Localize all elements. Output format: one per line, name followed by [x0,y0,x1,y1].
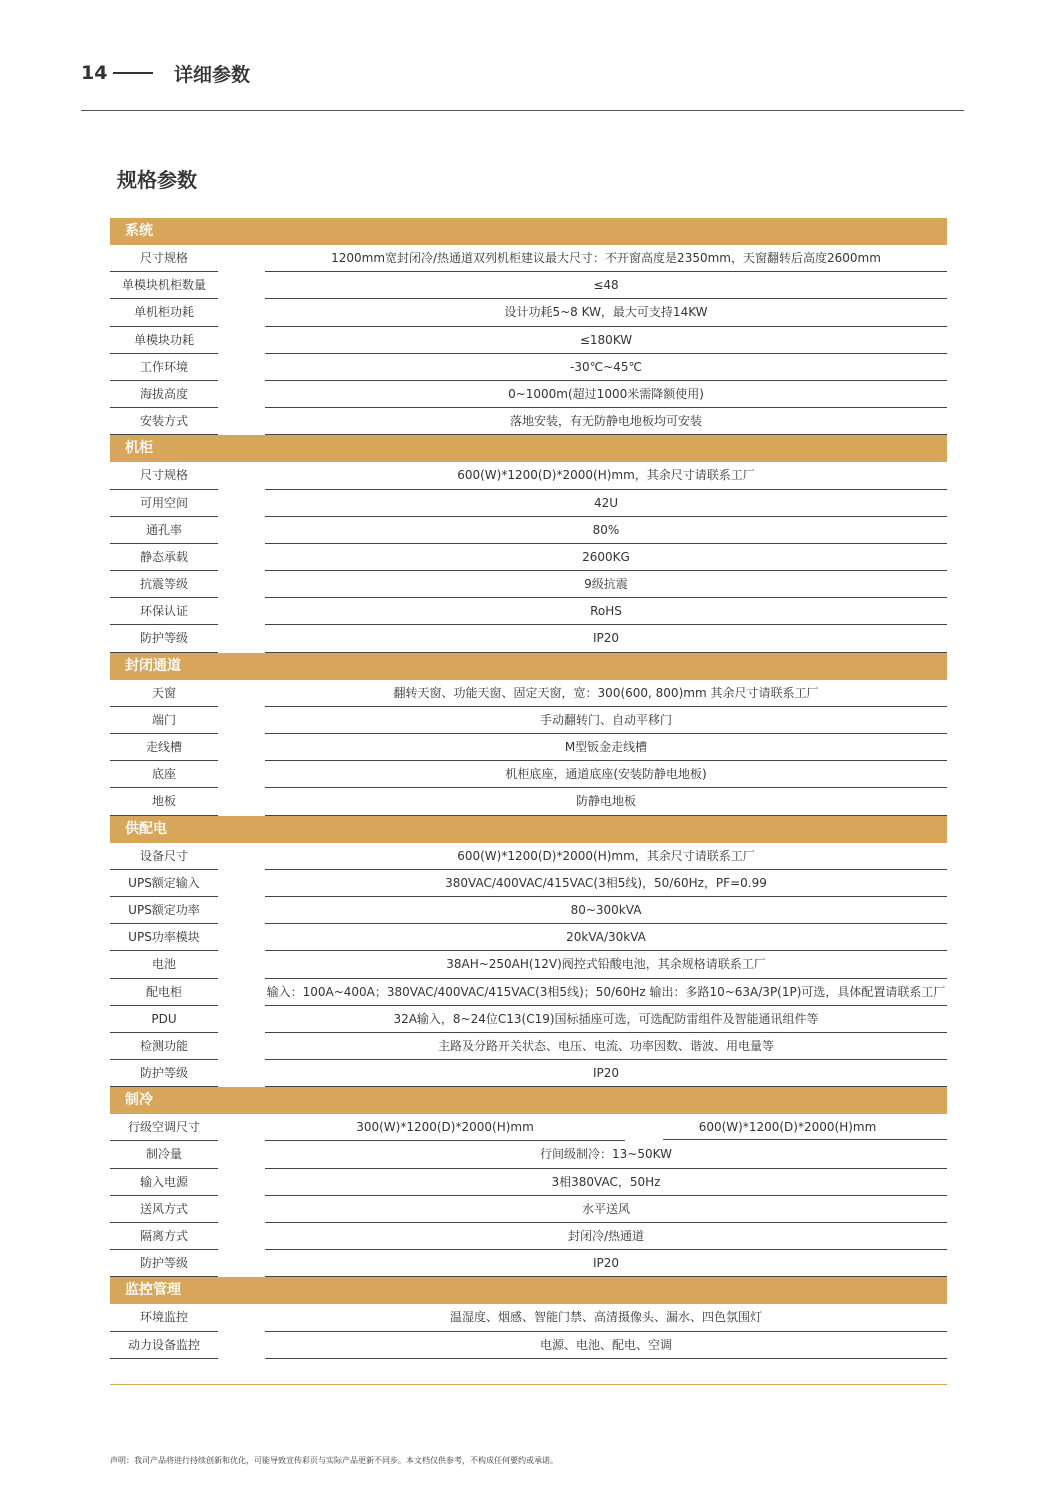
spec-row [110,625,947,652]
spec-value: 32A输入，8~24位C13(C19)国标插座可选，可选配防雷组件及智能通讯组件等 [265,1006,947,1033]
spec-label: 输入电源 [110,1169,218,1196]
spec-row [110,327,947,354]
spec-label: UPS功率模块 [110,924,218,951]
spec-label: UPS额定功率 [110,897,218,924]
spec-row [110,870,947,897]
footer-divider [110,1384,947,1385]
spec-label: 地板 [110,788,218,815]
spec-row [110,408,947,435]
spec-row [110,680,947,707]
spec-row [110,843,947,870]
spec-value: 38AH~250AH(12V)阀控式铅酸电池，其余规格请联系工厂 [265,951,947,978]
group-header: 机柜 [110,435,947,462]
spec-label: 可用空间 [110,490,218,517]
spec-row [110,245,947,272]
disclaimer: 声明：我司产品将进行持续创新和优化，可能导致宣传彩页与实际产品更新不同步。本文档仅供参考，不构成任何要约或承诺。 [110,1456,558,1465]
spec-label: 尺寸规格 [110,462,218,489]
spec-value: 80~300kVA [265,897,947,924]
spec-row [110,1250,947,1277]
spec-label: 隔离方式 [110,1223,218,1250]
spec-row [110,1196,947,1223]
page-title: 详细参数 [174,63,251,86]
spec-row [110,1169,947,1196]
spec-row [110,897,947,924]
spec-label: 制冷量 [110,1141,218,1168]
spec-label: 单模块机柜数量 [110,272,218,299]
spec-value: 300(W)*1200(D)*2000(H)mm [265,1114,625,1141]
spec-label: 送风方式 [110,1196,218,1223]
page-header [81,58,250,88]
spec-row [110,951,947,978]
spec-label: 防护等级 [110,625,218,652]
spec-value: 温湿度、烟感、智能门禁、高清摄像头、漏水、四色氛围灯 [265,1304,947,1331]
spec-value: 20kVA/30kVA [265,924,947,951]
spec-value: 落地安装，有无防静电地板均可安装 [265,408,947,435]
spec-row [110,462,947,489]
spec-label: 动力设备监控 [110,1332,218,1359]
spec-value: 设计功耗5~8 KW，最大可支持14KW [265,299,947,326]
spec-label: UPS额定输入 [110,870,218,897]
spec-row [110,979,947,1006]
spec-label: 天窗 [110,680,218,707]
spec-row [110,517,947,544]
spec-label: 端门 [110,707,218,734]
spec-label: PDU [110,1006,218,1033]
spec-row [110,598,947,625]
spec-value: 600(W)*1200(D)*2000(H)mm [628,1114,947,1140]
spec-value: -30℃~45℃ [265,354,947,381]
spec-label: 行级空调尺寸 [110,1114,218,1141]
spec-row [110,1141,947,1168]
spec-label: 通孔率 [110,517,218,544]
spec-row [110,788,947,815]
spec-value: 封闭冷/热通道 [265,1223,947,1250]
spec-value: 手动翻转门、自动平移门 [265,707,947,734]
spec-row [110,761,947,788]
spec-label: 环保认证 [110,598,218,625]
spec-table [110,218,947,1359]
spec-value: 输入：100A~400A；380VAC/400VAC/415VAC(3相5线)；50/60Hz 输出：多路10~63A/3P(1P)可选，具体配置请联系工厂 [265,979,947,1006]
spec-label: 配电柜 [110,979,218,1006]
spec-row [110,1033,947,1060]
spec-label: 检测功能 [110,1033,218,1060]
spec-row [110,734,947,761]
spec-value: 600(W)*1200(D)*2000(H)mm，其余尺寸请联系工厂 [265,843,947,870]
spec-label: 单模块功耗 [110,327,218,354]
spec-row [110,1304,947,1331]
spec-label: 尺寸规格 [110,245,218,272]
spec-value: IP20 [265,1250,947,1277]
spec-value: 2600KG [265,544,947,571]
spec-value: 3相380VAC，50Hz [265,1169,947,1196]
spec-value: 42U [265,490,947,517]
spec-label: 静态承载 [110,544,218,571]
spec-row [110,272,947,299]
spec-value: 80% [265,517,947,544]
spec-label: 走线槽 [110,734,218,761]
spec-row [110,1060,947,1087]
spec-label: 抗震等级 [110,571,218,598]
spec-label: 安装方式 [110,408,218,435]
spec-label: 环境监控 [110,1304,218,1331]
spec-value: ≤180KW [265,327,947,354]
spec-value: 0~1000m(超过1000米需降额使用) [265,381,947,408]
spec-value: IP20 [265,1060,947,1087]
spec-value: 380VAC/400VAC/415VAC(3相5线)，50/60Hz，PF=0.99 [265,870,947,897]
spec-value: 9级抗震 [265,571,947,598]
group-header: 监控管理 [110,1277,947,1304]
group-header: 制冷 [110,1087,947,1114]
spec-value: M型钣金走线槽 [265,734,947,761]
spec-label: 防护等级 [110,1060,218,1087]
spec-value: 机柜底座，通道底座(安装防静电地板) [265,761,947,788]
spec-row [110,924,947,951]
spec-value: 主路及分路开关状态、电压、电流、功率因数、谐波、用电量等 [265,1033,947,1060]
spec-label: 工作环境 [110,354,218,381]
group-header: 系统 [110,218,947,245]
spec-row [110,707,947,734]
spec-row [110,354,947,381]
spec-label: 海拔高度 [110,381,218,408]
spec-row [110,544,947,571]
spec-value: 防静电地板 [265,788,947,815]
spec-value: RoHS [265,598,947,625]
spec-value: IP20 [265,625,947,652]
spec-value: 水平送风 [265,1196,947,1223]
spec-row [110,571,947,598]
section-title: 规格参数 [117,168,197,192]
group-header: 封闭通道 [110,653,947,680]
spec-value: 600(W)*1200(D)*2000(H)mm，其余尺寸请联系工厂 [265,462,947,489]
spec-value: ≤48 [265,272,947,299]
spec-label: 电池 [110,951,218,978]
spec-label: 单机柜功耗 [110,299,218,326]
spec-row [110,299,947,326]
header-dash [113,72,153,74]
spec-value: 1200mm宽封闭冷/热通道双列机柜建议最大尺寸：不开窗高度是2350mm，天窗翻转后高度2600mm [265,245,947,272]
spec-label: 设备尺寸 [110,843,218,870]
spec-row [110,1223,947,1250]
spec-row [110,1332,947,1359]
spec-value: 电源、电池、配电、空调 [265,1332,947,1359]
spec-label: 防护等级 [110,1250,218,1277]
spec-value: 行间级制冷：13~50KW [265,1141,947,1168]
group-header: 供配电 [110,816,947,843]
spec-row [110,490,947,517]
spec-label: 底座 [110,761,218,788]
page-number: 14 [81,62,108,84]
spec-row [110,381,947,408]
spec-row [110,1006,947,1033]
header-divider [81,110,964,111]
spec-value: 翻转天窗、功能天窗、固定天窗，宽：300(600, 800)mm 其余尺寸请联系工厂 [265,680,947,707]
spec-row [110,1114,947,1141]
